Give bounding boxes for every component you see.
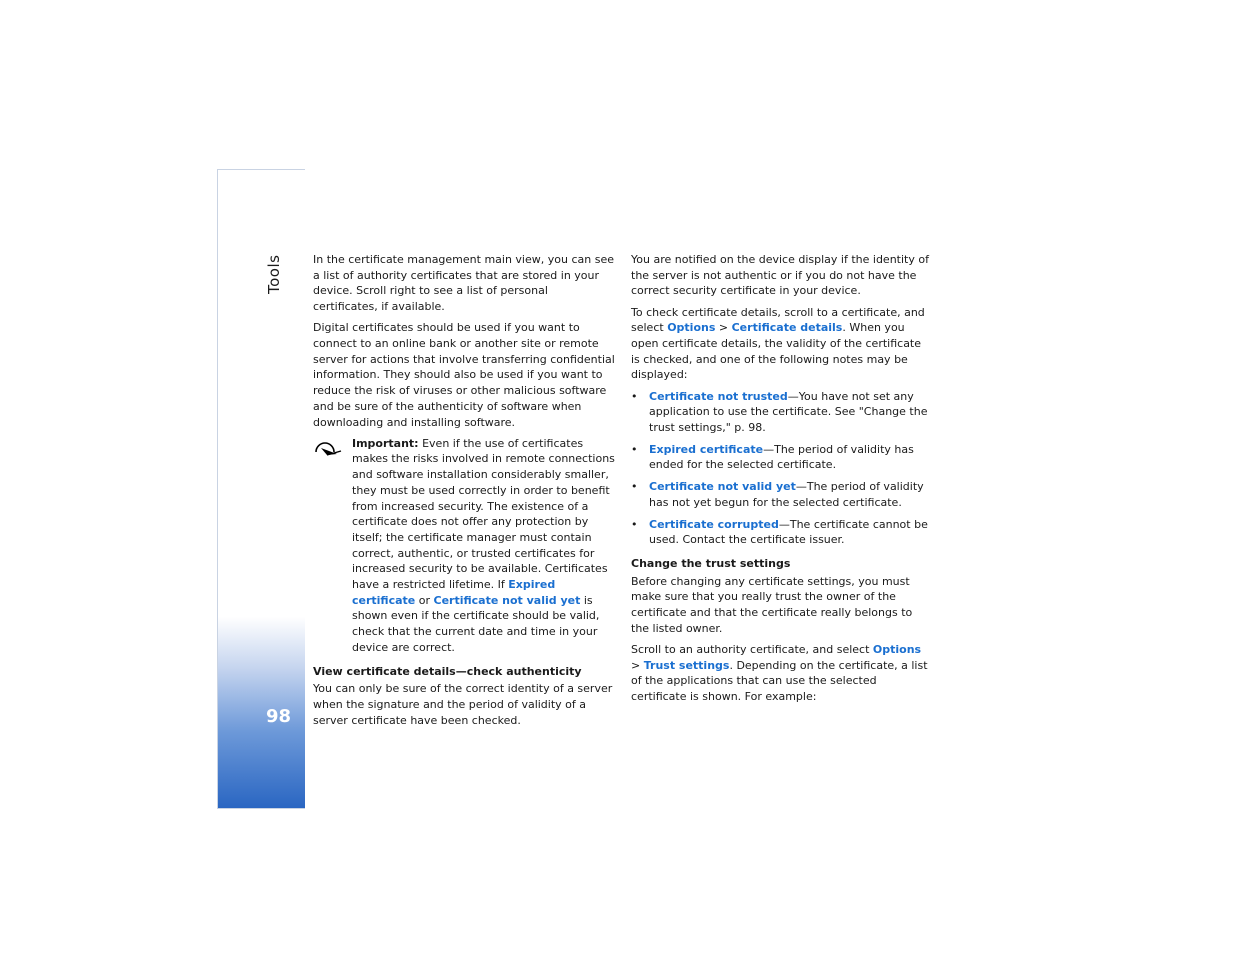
before-changing-paragraph: Before changing any certificate settings, you must make sure that you really trust the owner of the certificate and that the certificate really belongs to the listed owner. (631, 574, 913, 635)
bullet-text: —The period of validity has not yet begun for the selected certificate. (649, 480, 924, 509)
bullet-term: Certificate not valid yet (649, 480, 796, 494)
list-item (631, 389, 933, 436)
note-text-2: or (415, 593, 434, 607)
bullet-icon: • (631, 480, 638, 494)
list-item (631, 479, 933, 510)
important-icon (313, 438, 343, 458)
bullet-term: Certificate corrupted (649, 517, 779, 531)
check-details-text-2: . When you open certificate details, the validity of the certificate is checked, and one of the following notes may be displayed: (631, 321, 922, 382)
intro-paragraph: In the certificate management main view, you can see a list of authority certificates that are stored in your device. Scroll right to see a list of personal certificates, if available. (313, 253, 614, 314)
menu-separator: > (715, 321, 732, 335)
bullet-icon: • (631, 442, 638, 456)
trust-settings-heading: Change the trust settings (631, 556, 791, 570)
notification-paragraph: You are notified on the device display if the identity of the server is not authentic or if you do not have the correct security certificate in your device. (631, 253, 929, 298)
section-title: Tools (265, 254, 283, 294)
view-details-heading: View certificate details—check authenticity (313, 664, 582, 678)
bullet-icon: • (631, 517, 638, 531)
expired-certificate-term: Expired certificate (352, 578, 556, 607)
server-identity-paragraph: You can only be sure of the correct identity of a server when the signature and the period of validity of a server certificate have been checked. (313, 682, 613, 727)
certificate-notes-list (631, 389, 933, 548)
bullet-text: —You have not set any application to use the certificate. See "Change the trust settings," p. 98. (649, 389, 928, 435)
certificate-details-term: Certificate details (731, 321, 843, 335)
digital-certificates-paragraph: Digital certificates should be used if you want to connect to an online bank or another site or remote server for actions that involve transferring confidential information. They should also be used if you want to reduce the risk of viruses or other malicious software and be sure of the authenticity of software when downloading and installing software. (313, 321, 615, 429)
list-item (631, 517, 933, 548)
certificate-not-valid-yet-term: Certificate not valid yet (433, 593, 581, 607)
bullet-icon: • (631, 389, 638, 403)
page-number: 98 (266, 706, 292, 727)
bullet-term: Certificate not trusted (649, 389, 788, 403)
bullet-term: Expired certificate (649, 442, 764, 456)
check-details-text-1: To check certificate details, scroll to a certificate, and select (631, 305, 925, 335)
note-text-1: Even if the use of certificates makes the risks involved in remote connections and software installation considerably smaller, they must be used correctly in order to benefit from increased security. The existence of a certificate does not offer any protection by itself; the certificate manager must contain correct, authentic, or trusted certificates for increased security to be available. Certificates have a restricted lifetime. If (352, 436, 615, 592)
right-column (631, 252, 933, 710)
trust-settings-term: Trust settings (643, 658, 730, 672)
bullet-text: —The certificate cannot be used. Contact the certificate issuer. (649, 517, 928, 547)
options-term: Options (872, 642, 922, 656)
important-note (313, 436, 616, 656)
sidebar-tab (217, 169, 305, 809)
options-term: Options (667, 321, 716, 335)
trust-text-1: Scroll to an authority certificate, and select (631, 642, 873, 656)
check-details-paragraph (631, 305, 933, 384)
important-label: Important: (352, 436, 419, 450)
menu-separator: > (631, 658, 644, 672)
left-column (313, 252, 616, 734)
list-item (631, 442, 933, 473)
trust-text-2: . Depending on the certificate, a list of the applications that can use the selected certificate is shown. For example: (631, 658, 928, 704)
note-text-3: is shown even if the certificate should be valid, check that the current date and time in your device are correct. (352, 593, 600, 654)
bullet-text: —The period of validity has ended for the selected certificate. (649, 442, 914, 472)
trust-settings-paragraph (631, 642, 933, 705)
